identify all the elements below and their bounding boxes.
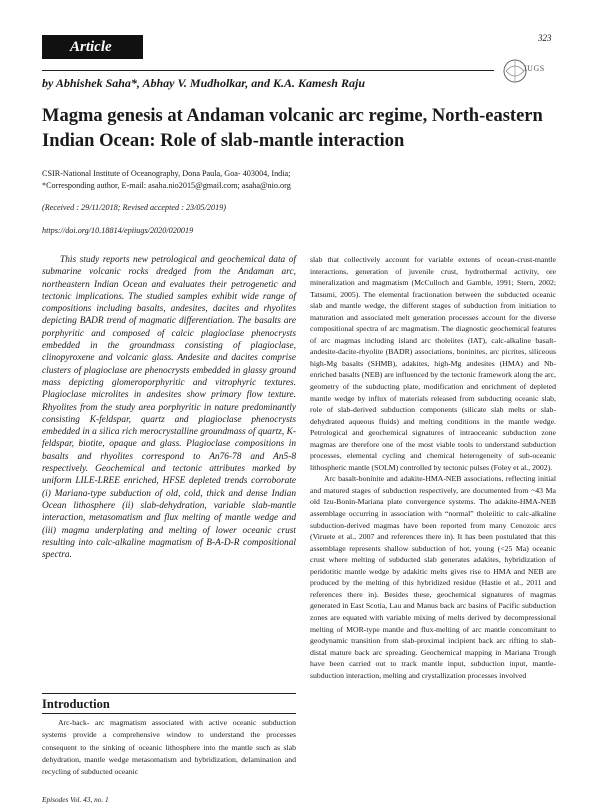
body-paragraph: Arc basalt-boninite and adakite-HMA-NEB associations, reflecting initial and matured stages of subduction respectively, are documented from ~43 Ma old Izu-Bonin-Mariana plate convergence systems. The adakite-HMA-NEB assemblage occurring in association with “normal” tholeiitic to calc-alkaline subduction-derived magmas have been reported from many Cenozoic arcs (Viruete et al., 2007 and references there in). It has been postulated that this assemblage represents shallow subduction of hot, young (<25 Ma) oceanic crust where melting of subducted slab generates adakites, hybridization of peridotitic mantle wedge by adakitic melts gives rise to HMA and NEB are produced by the melting of this hybridized residue (Hastie et al., 2011 and references there in). Besides these, geochemical signatures of magmas generated in East Scotia, Lau and Manus back arc basins of Pacific subduction zones are equated with variable mixing of melts derived by decompressional melting of MOR-type mantle and flux-melting of arc mantle concomitant to geodynamic transition from slab-proximal incipient back arc rifting to slab-distal mature back arc spreading. Geochemical mapping in Mariana Trough have been carried out to track mantle input, subduction input, mantle-subduction interaction, melting and crystallization processes involved <box>310 474 556 680</box>
footer-journal: Episodes Vol. 43, no. 1 <box>42 795 109 804</box>
affiliation-institute: CSIR-National Institute of Oceanography, Dona Paula, Goa- 403004, India; <box>42 169 291 178</box>
affiliation <box>42 168 562 192</box>
section-rule-top <box>42 693 296 694</box>
received-dates: (Received : 29/11/2018; Revised accepted : 23/05/2019) <box>42 203 226 212</box>
right-column <box>310 254 556 681</box>
body-paragraph: slab that collectively account for variable extents of ocean-crust-mantle interactions, generation of juvenile crust, hydrothermal activity, ore mineralization and magmatism (McCulloch and Gamble, 1991; Stern, 2002; Tatsumi, 2005). The elemental fractionation between the subducted oceanic slab and mantle wedge, the different stages of subduction from initiation to maturation and associated melt generation processes account for the diverse compositional spectra of arc magmatism. The diagnostic geochemical features of arc magmas including island arc tholeiites (IAT), calc-alkaline basalt-andesite-dacite-rhyolite (BADR) associations, boninites, arc picrites, siliceous high-Mg basalts (SHMB), adakites, high-Mg andesites (HMA) and Nb-enriched basalts (NEB) are influenced by the tectonic framework along the arc, geometry of the subducting plate, modification and enrichment of depleted mantle wedge by influx of materials released from subducting oceanic slab, role of slab-derived subduction components (silicate slab melts or slab-dehydrated aqueous fluids) and melting conditions in the mantle wedge. Petrological and geochemical signatures of intraoceanic subduction zone magmas are therefore one of the most viable tools to understand subduction processes, elemental cycling and chemical heterogeneity of sub-oceanic lithospheric mantle (SOLM) controlled by tectonic pulses (Foley et al., 2002). <box>310 255 556 472</box>
abstract: This study reports new petrological and geochemical data of submarine volcanic rocks dredged from the Andaman arc, northeastern Indian Ocean and evaluates their petrogenetic and tectonic implications. The studied samples exhibit wide range of compositions including basalts, andesites, dacites and rhyolites depicting BADR trend of magmatic differentiation. The basalts are porphyritic and composed of calcic plagioclase phenocrysts embedded in the groundmass consisting of plagioclase, clinopyroxene and volcanic glass. Andesite and dacites comprise clusters of plagioclase are phenocrysts embedded in glassy ground mass depicting glomeroporphyritic and vitrophyric textures. Plagioclase microlites in andesites show primary flow texture. Rhyolites from the study area porphyritic in nature predominantly consisting K-feldspar, quartz and plagioclase phenocrysts embedded in a silica rich merocrystalline groundmass of quartz, K-feldspar, biotite, opaque and glass. Plagioclase compositions in basalts and rhyolites correspond to An76-78 and An5-8 respectively. Geochemical and tectonic attributes marked by uniform LILE-LREE enriched, HFSE depleted trends corroborate (i) Mariana-type subduction of old, cold, thick and dense Indian Ocean lithosphere (ii) slab-dehydration, variable slab-mantle interaction, metasomatism and flux melting of mantle wedge and (iii) magma underplating and melting of lower oceanic crust resulting into calc-alkaline magmatism of B-A-D-R compositional spectra. <box>42 255 296 561</box>
section-label: Article <box>42 35 143 59</box>
page-number: 323 <box>538 33 552 43</box>
introduction-heading: Introduction <box>42 697 110 711</box>
header-rule <box>42 70 494 71</box>
introduction-text: Arc-back- arc magmatism associated with active oceanic subduction systems provide a comprehensive window to understand the processes consequent to the sinking of oceanic lithosphere into the mantle such as slab dehydration, mantle wedge metasomatism and hybridization, delamination and recycling of subducted oceanic <box>42 718 296 776</box>
corresponding-author: *Corresponding author, E-mail: asaha.nio2015@gmail.com; asaha@nio.org <box>42 181 291 190</box>
article-title: Magma genesis at Andaman volcanic arc regime, North-eastern Indian Ocean: Role of slab-mantle interaction <box>42 106 543 151</box>
logo-text: IUGS <box>524 64 545 73</box>
doi-link[interactable]: https://doi.org/10.18814/epiiugs/2020/020019 <box>42 226 194 235</box>
section-rule-bottom <box>42 713 296 714</box>
authors: by Abhishek Saha*, Abhay V. Mudholkar, and K.A. Kamesh Raju <box>42 76 365 90</box>
